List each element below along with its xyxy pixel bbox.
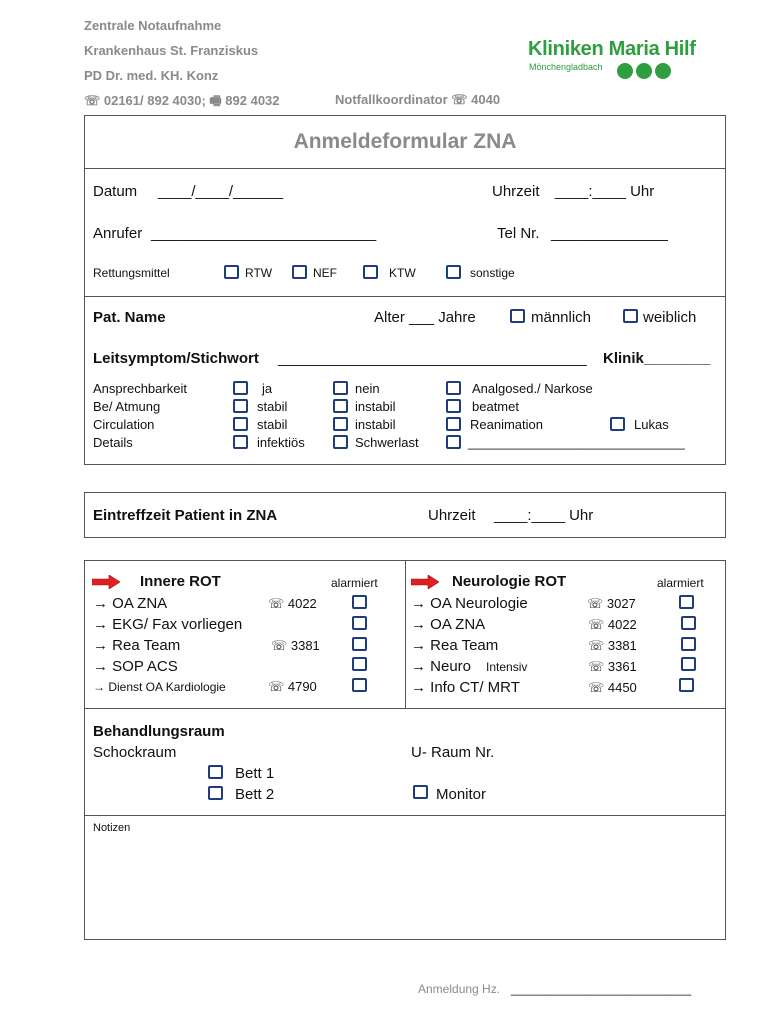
uhrzeit-field[interactable]: ____:____ Uhr xyxy=(555,183,655,200)
eintreff-uhrzeit-label: Uhrzeit xyxy=(428,507,476,524)
nef-checkbox[interactable] xyxy=(292,265,307,279)
neuro-item: → OA Neurologie xyxy=(411,595,528,612)
divider xyxy=(84,296,726,297)
anmeldung-field[interactable]: ___________________________ xyxy=(511,982,692,996)
logo-dot-2 xyxy=(636,63,652,79)
neuro-item: → Info CT/ MRT xyxy=(411,679,520,696)
neuro-title: Neurologie ROT xyxy=(452,573,567,590)
header-coordinator: Notfallkoordinator ☏ 4040 xyxy=(335,92,501,107)
circulation-instabil-checkbox[interactable] xyxy=(333,417,348,431)
option-label: Lukas xyxy=(634,417,669,432)
option-label: instabil xyxy=(355,399,396,414)
option-label: infektiös xyxy=(257,435,305,450)
option-label: Analgosed./ Narkose xyxy=(472,381,593,396)
neuro-phone: ☏ 3027 xyxy=(587,596,636,611)
alter-label[interactable]: Alter ___ Jahre xyxy=(374,309,476,326)
bett2-checkbox[interactable] xyxy=(208,786,223,800)
innere-alarmiert-label: alarmiert xyxy=(331,576,378,590)
rtw-checkbox[interactable] xyxy=(224,265,239,279)
option-label: ja xyxy=(262,381,273,396)
rtw-label: RTW xyxy=(245,266,273,280)
logo-dot-3 xyxy=(655,63,671,79)
anmeldung-label: Anmeldung Hz. xyxy=(418,982,501,996)
neuro-rea-checkbox[interactable] xyxy=(681,637,696,651)
header-line-1: Zentrale Notaufnahme xyxy=(84,18,222,33)
divider xyxy=(84,815,726,816)
eintreff-uhrzeit-field[interactable]: ____:____ Uhr xyxy=(494,507,594,524)
behandlung-title: Behandlungsraum xyxy=(93,723,225,740)
infektioes-checkbox[interactable] xyxy=(233,435,248,449)
neuro-item: → OA ZNA xyxy=(411,616,486,633)
anrufer-label: Anrufer xyxy=(93,225,143,242)
row-label: Circulation xyxy=(93,417,155,432)
divider xyxy=(84,168,726,169)
innere-kardio-checkbox[interactable] xyxy=(352,678,367,692)
header-line-2: Krankenhaus St. Franziskus xyxy=(84,43,259,58)
uhrzeit-label: Uhrzeit xyxy=(492,183,540,200)
neuro-ct-checkbox[interactable] xyxy=(679,678,694,692)
schwerlast-checkbox[interactable] xyxy=(333,435,348,449)
details-other-checkbox[interactable] xyxy=(446,435,461,449)
logo-dot-1 xyxy=(617,63,633,79)
row-label: Details xyxy=(93,435,133,450)
atmung-instabil-checkbox[interactable] xyxy=(333,399,348,413)
maennlich-checkbox[interactable] xyxy=(510,309,525,323)
notizen-label: Notizen xyxy=(93,822,131,834)
weiblich-checkbox[interactable] xyxy=(623,309,638,323)
bett1-checkbox[interactable] xyxy=(208,765,223,779)
datum-field[interactable]: ____/____/______ xyxy=(158,183,284,200)
eintreff-label: Eintreffzeit Patient in ZNA xyxy=(93,507,278,524)
bett1-label: Bett 1 xyxy=(235,765,275,782)
circulation-stabil-checkbox[interactable] xyxy=(233,417,248,431)
option-label: stabil xyxy=(257,417,288,432)
neuro-phone: ☏ 4450 xyxy=(588,680,637,695)
innere-phone: ☏ 4022 xyxy=(268,596,317,611)
weiblich-label: weiblich xyxy=(643,309,697,326)
option-label: beatmet xyxy=(472,399,519,414)
neuro-item-small: Intensiv xyxy=(486,660,528,674)
option-label: Schwerlast xyxy=(355,435,419,450)
leitsymptom-field[interactable]: _____________________________________ xyxy=(278,350,587,367)
innere-phone: ☏ 3381 xyxy=(271,638,320,653)
innere-title: Innere ROT xyxy=(140,573,221,590)
innere-sop-checkbox[interactable] xyxy=(352,657,367,671)
sonstige-checkbox[interactable] xyxy=(446,265,461,279)
option-label: Reanimation xyxy=(470,417,543,432)
divider xyxy=(84,708,726,709)
ktw-checkbox[interactable] xyxy=(363,265,378,279)
row-label: Be/ Atmung xyxy=(93,399,161,414)
form-title: Anmeldeformular ZNA xyxy=(293,130,517,153)
innere-item: → SOP ACS xyxy=(93,658,178,675)
red-arrow-icon xyxy=(411,575,439,589)
divider xyxy=(405,560,406,708)
innere-rea-checkbox[interactable] xyxy=(352,637,367,651)
rettungsmittel-label: Rettungsmittel xyxy=(93,266,170,280)
anrufer-field[interactable]: ___________________________ xyxy=(151,225,377,242)
notizen-area[interactable] xyxy=(86,838,722,936)
monitor-checkbox[interactable] xyxy=(413,785,428,799)
neuro-phone: ☏ 3361 xyxy=(588,659,637,674)
monitor-label: Monitor xyxy=(436,786,487,803)
schockraum-label: Schockraum xyxy=(93,744,177,761)
header-line-3: PD Dr. med. KH. Konz xyxy=(84,68,219,83)
uraum-label[interactable]: U- Raum Nr. xyxy=(411,744,495,761)
nef-label: NEF xyxy=(313,266,337,280)
innere-item: → OA ZNA xyxy=(93,595,168,612)
nein-checkbox[interactable] xyxy=(333,381,348,395)
option-label: nein xyxy=(355,381,380,396)
sonstige-label: sonstige xyxy=(470,266,515,280)
innere-phone: ☏ 4790 xyxy=(268,679,317,694)
atmung-stabil-checkbox[interactable] xyxy=(233,399,248,413)
neuro-oa-checkbox[interactable] xyxy=(679,595,694,609)
innere-oa-zna-checkbox[interactable] xyxy=(352,595,367,609)
innere-item: → Dienst OA Kardiologie xyxy=(93,680,226,694)
neuro-oa-zna-checkbox[interactable] xyxy=(681,616,696,630)
details-other-field[interactable]: ______________________________ xyxy=(468,435,685,450)
lukas-checkbox[interactable] xyxy=(610,417,625,431)
maennlich-label: männlich xyxy=(531,309,592,326)
tel-field[interactable]: ______________ xyxy=(551,225,668,242)
option-label: stabil xyxy=(257,399,288,414)
neuro-alarmiert-label: alarmiert xyxy=(657,576,704,590)
row-label: Ansprechbarkeit xyxy=(93,381,187,396)
tel-label: Tel Nr. xyxy=(497,225,540,242)
datum-label: Datum xyxy=(93,183,138,200)
neuro-phone: ☏ 3381 xyxy=(588,638,637,653)
innere-item: → Rea Team xyxy=(93,637,181,654)
pat-name-label: Pat. Name xyxy=(93,309,166,326)
innere-ekg-checkbox[interactable] xyxy=(352,616,367,630)
reanimation-checkbox[interactable] xyxy=(446,417,461,431)
logo-name: Kliniken Maria Hilf xyxy=(528,38,696,60)
neuro-item: → Rea Team xyxy=(411,637,499,654)
logo-city: Mönchengladbach xyxy=(529,62,603,72)
neuro-item: → Neuro xyxy=(411,658,472,675)
ktw-label: KTW xyxy=(389,266,416,280)
leitsymptom-label: Leitsymptom/Stichwort xyxy=(93,350,259,367)
neuro-intensiv-checkbox[interactable] xyxy=(681,657,696,671)
beatmet-checkbox[interactable] xyxy=(446,399,461,413)
bett2-label: Bett 2 xyxy=(235,786,275,803)
option-label: instabil xyxy=(355,417,396,432)
klinik-label[interactable]: Klinik________ xyxy=(603,350,711,367)
red-arrow-icon xyxy=(92,575,120,589)
innere-item: → EKG/ Fax vorliegen xyxy=(93,616,243,633)
ja-checkbox[interactable] xyxy=(233,381,248,395)
neuro-phone: ☏ 4022 xyxy=(588,617,637,632)
header-phone: ☏ 02161/ 892 4030; 🖷 892 4032 xyxy=(84,93,280,108)
analgosed-checkbox[interactable] xyxy=(446,381,461,395)
